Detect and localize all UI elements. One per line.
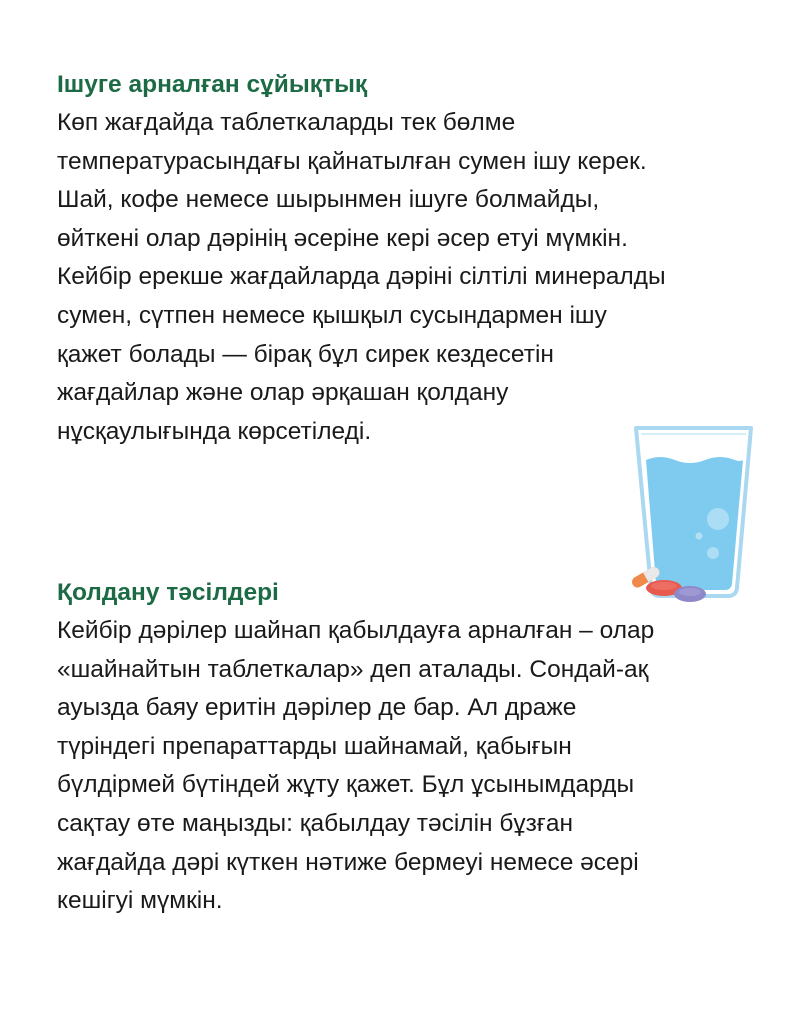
section-body-text: Көп жағдайда таблеткаларды тек бөлме температурасындағы қайнатылған сумен ішу керек. Шай, кофе немесе шырынмен ішуге болмайды, өйткені олар дәрінің әсеріне кері әсер етуі мүмкін. Кейбір ерекше жағдайларда дәріні сілтілі минералды сумен, сүтпен немесе қышқыл сусындармен ішу қажет болады — бірақ бұл сирек кездесетін жағдайлар және олар әрқашан қолдану нұсқаулығында көрсетіледі. [57,109,666,445]
section-usage-methods [57,574,777,921]
section-drinking-liquid [57,66,777,451]
section-heading: Қолдану тәсілдері [57,579,279,606]
section-heading: Ішуге арналған сұйықтық [57,71,368,98]
section-body-text: Кейбір дәрілер шайнап қабылдауға арналған – олар «шайнайтын таблеткалар» деп аталады. Сондай-ақ ауызда баяу еритін дәрілер де бар. Ал драже түріндегі препараттарды шайнамай, қабығын бүлдірмей бүтіндей жұту қажет. Бұл ұсынымдарды сақтау өте маңызды: қабылдау тәсілін бұзған жағдайда дәрі күткен нәтиже бермеуі немесе әсері кешігуі мүмкін. [57,617,655,915]
